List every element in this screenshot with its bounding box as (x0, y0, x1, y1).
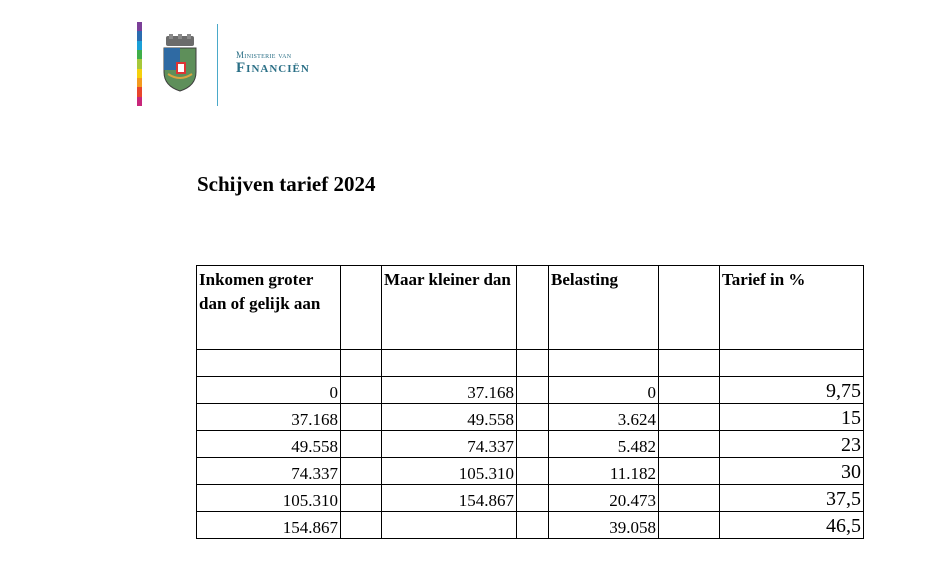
cell-rate: 30 (720, 458, 864, 485)
cell-tax: 39.058 (549, 512, 659, 539)
logo-divider (217, 24, 218, 106)
cell-from: 37.168 (197, 404, 341, 431)
cell-to: 105.310 (382, 458, 517, 485)
cell-to: 49.558 (382, 404, 517, 431)
spacer-cell (659, 266, 720, 350)
cell-from: 154.867 (197, 512, 341, 539)
cell-to: 154.867 (382, 485, 517, 512)
ministry-name: Financiën (236, 60, 310, 76)
header-rate: Tarief in % (720, 266, 864, 350)
header-income-from: Inkomen groter dan of gelijk aan (197, 266, 341, 350)
cell-from: 105.310 (197, 485, 341, 512)
table-row (197, 404, 864, 431)
cell-tax: 5.482 (549, 431, 659, 458)
table-row (197, 431, 864, 458)
ministry-name-small: Ministerie van (236, 50, 292, 60)
cell-rate: 37,5 (720, 485, 864, 512)
cell-rate: 46,5 (720, 512, 864, 539)
cell-tax: 20.473 (549, 485, 659, 512)
table-row (197, 512, 864, 539)
cell-rate: 9,75 (720, 377, 864, 404)
cell-tax: 3.624 (549, 404, 659, 431)
table-blank-row (197, 350, 864, 377)
cell-to: 37.168 (382, 377, 517, 404)
header-income-to: Maar kleiner dan (382, 266, 517, 350)
cell-rate: 15 (720, 404, 864, 431)
table-row (197, 377, 864, 404)
cell-to: 74.337 (382, 431, 517, 458)
tax-bracket-table (196, 265, 864, 539)
cell-tax: 0 (549, 377, 659, 404)
table-row (197, 485, 864, 512)
table-header-row (197, 266, 864, 350)
logo-color-stripe (137, 22, 142, 106)
cell-rate: 23 (720, 431, 864, 458)
table-row (197, 458, 864, 485)
cell-to (382, 512, 517, 539)
spacer-cell (341, 266, 382, 350)
header-tax: Belasting (549, 266, 659, 350)
spacer-cell (517, 266, 549, 350)
document-title: Schijven tarief 2024 (197, 172, 376, 196)
cell-from: 0 (197, 377, 341, 404)
crest-icon (160, 34, 200, 92)
cell-tax: 11.182 (549, 458, 659, 485)
cell-from: 49.558 (197, 431, 341, 458)
cell-from: 74.337 (197, 458, 341, 485)
